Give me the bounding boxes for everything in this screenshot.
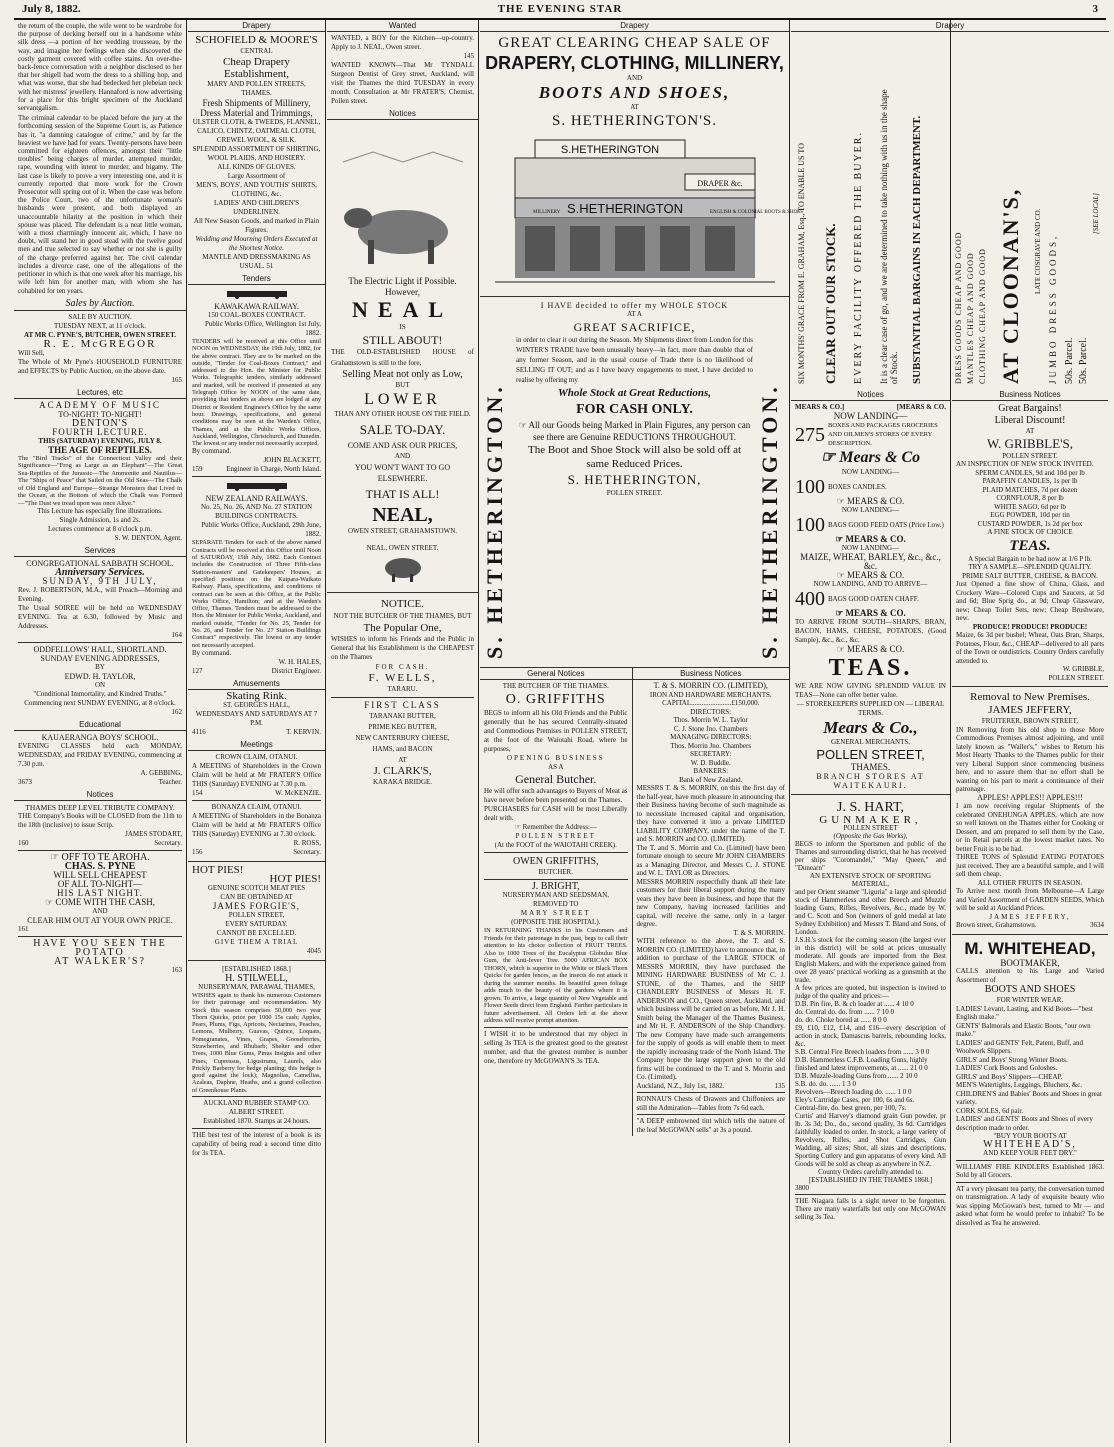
wanted-ads: WANTED, a BOY for the Kitchen—up-country. Apply to J. NEAL, Owen street. 145 WANTED KNOWN—That Mr TYNDALL Surgeon Dentist of Grey street, Auckland, will visit the Thames the third TUESDAY in every month. Consultation at Mr FRATER'S, Chemist, Pollen street. — [331, 34, 474, 105]
news-story: the return of the couple, the wife went to be wardrobe for the purpose of decking herself out in a handsome white silk dress —a portion of her wedding trousseau, by the way, and imagine her feelings when she discovered the costly garment covered with coffee stains. An over-the-back-fence conversation with a neighbor disclosed to her that her shigell had worn the dress to a shilling hop, and what was worse, that she had bedecked her plebeian neck with her mistress' jewellery. Hannaford is now advertising for a place for this bright specimen of the Auckland servantgalism. — [18, 22, 182, 113]
shop-sign-main: S.HETHERINGTON — [566, 201, 683, 216]
shop-sign-top: S.HETHERINGTON — [560, 144, 659, 156]
shopfront-illustration — [495, 134, 803, 294]
vertical-name-left: S. HETHERINGTON. — [482, 383, 507, 659]
engine-logo-icon — [207, 287, 307, 299]
hart-gunmaker-ad: J. S. HART, GUNMAKER, POLLEN STREET (Opposite the Gas Works), BEGS to inform the Sportsmen and public of the Thames and surrounding district, that he has received per ships "Coromandel," "May Queen," and "Dunearn" AN EXTENSIVE STOCK OF SPORTING MATERIAL, and per Orient steamer "Liguria" a large and splendid stock of Hammerless and other Breech and Muzzle loading Guns, Rifles, Revolvers, &c., made by W. and C. Scott and Son (winners of gold medal at late Sydney Exhibition) and Messrs T. Bland and Sons, of London. J.S.H.'s stock for the coming season (the largest ever in this district) will be sold at prices unusually moderate. All goods are imported from the Best English Makers, and with the experience gained from over 28 years' practical working as a gunsmith at the trade. A few prices are quoted, but inspection is invited to judge of the quality and prices:— D.B. Pin fire, B. & ch loader at ...... 4 10 0 do. Central do. do. from ...... 7 10 0 do. do. Choke bored at ...... 8 0 0 £9, £10, £12, £14, and £16—every description of action in stock, Damascus barrels, rebounding locks, &c. S.B. Central Fire Breech loaders from ...... 3 0 0 D.B. Hammerless C.F.B. Loading Guns, highly finished and latest improvements, at ...... 21 0 0 D.B. Muzzle-loading Guns from ...... 2 10 0 S.B. do. do. ...... 1 3 0 Revolvers—Breech loading do. ...... 1 0 0 Eley's Cartridge Cases, per 100, 6s and 6s. Central-fire, do. best green, per 100, 7s. Curtis' and Harvey's diamond grain Gun powder, pr lb. 3s 3d; Do., do., second quality, 3s 6d. Cartridges faithfully loaded to order. In stock, a large variety of Revolvers, Rifles, and Shot Cartridges, Gun Wadding, all sizes; Shot, all sizes and descriptions, Sporting Cutlery and gun apparatus of every kind. All Goods will be sold as cheap as anywhere in N.Z. Country Orders carefully attended to. [ESTABLISHED IN THE THAMES 1868.] 3800 THE Niagara falls is a sight never to be forgotten. There are many waterfalls but only one McGOWAN selling 3s Tea. — [795, 800, 946, 1221]
section-notices: Notices — [14, 789, 186, 801]
cloonan-ad: SIX MONTHS' GRACE FROM E. GRAHAM, Esq., TO ENABLE US TO CLEAR OUT OUR STOCK. EVERY FACILITY OFFERED THE BUYER. It is a clear case of go, and we are determined to take nothing with us in the shape of Stock. SUBSTANTIAL BARGAINS IN EACH DEPARTMENT. — [797, 89, 923, 384]
section-drapery: Drapery — [188, 20, 325, 32]
criminal-calendar-story: The criminal calendar to be placed before the jury at the forthcoming session of the Supreme Court is, as Patience has it, "a damning catalogue of crime," and by far the heaviest we have had for years. Twenty-persons have been committed for eighteen offences, amongst their "little troubles" being charges of murder, attempted murder, rape, wounding with intent to murder, and bigamy. The last case is likely to prove a very interesting one, and it is currently reported that more work for the Crown Prosecutor will spring out of it. When the case was before the Police Court, two of the unfortunate woman's husbands were present, and both displayed an unaccountable hilarity at the position in which their spouse was placed. The defendant is a neat little woman, with a most charmingly innocent air, which, I have no doubt, will stand her in good stead with the twelve good men and true selected to say whether or not she is guilty of the charge preferred against her. The civil calendar includes a divorce case, one of the allegations of the petitioner in which is that one week after his marriage, his wife left him for another man, with whom she has cohabited for ten years. — [18, 114, 183, 295]
column-4 — [480, 20, 803, 1443]
pointing-hand-icon: ☞ COME WITH THE CASH, — [45, 897, 155, 908]
pointing-hand-icon: ☞ MEARS & CO. — [836, 496, 905, 506]
page-header — [14, 2, 1106, 20]
section-general-notices: General Notices — [480, 668, 632, 680]
cattle-illustration — [333, 122, 473, 272]
column-6 — [952, 389, 1108, 1443]
column-5 — [791, 20, 965, 1443]
section-services: Services — [14, 545, 186, 557]
column-3 — [327, 20, 478, 1443]
drapery-head-wide — [791, 20, 1109, 34]
section-amusements: Amusements — [188, 678, 325, 690]
column-1 — [14, 20, 186, 1443]
pointing-hand-icon: ☞ MEARS & CO. — [836, 644, 905, 654]
great-sacrifice-ad: S. HETHERINGTON. S. HETHERINGTON. I HAVE decided to offer my WHOLE STOCK AT A GREAT SACRIFICE, in order to clear it out during the Season. My Shipments direct from London for this WINTER'S TRADE have been unusually heavy—in fact, more than double that of any former Season, and in the usual course of Trade there is no likelihood of SELLING IT OUT; and as I have heavy engagements to meet, I have decided to realise by offering my Whole Stock at Great Reductions, FOR CASH ONLY. ☞ All our Goods being Marked in Plain Figures, any person can see there are Genuine REDUCTIONS THROUGHOUT. The Boot and Shoe Stock will also be sold off at same Reduced Prices. S. HETHERINGTON, POLLEN STREET. — [482, 301, 782, 659]
masthead: THE EVENING STAR — [497, 3, 623, 15]
section-business-notices: Business Notices — [633, 668, 789, 680]
stilwell-nursery-ad: [ESTABLISHED 1868.] H. STILWELL, NURSERYMAN, PARAWAI, THAMES, WISHES again to thank his numerous Customers for their patronage and recommendation. My Stock this season comprises 50,000 two year Thorn Quicks, price per 1000 15s cash; Apples, Pears, Plums, Figs, Apricots, Nectarines, Peaches, Lemons, Mulberry, Guavas, Quince, Loquats, Pomegranates, Vines, Grapes, Gooseberries, Strawberries, and Rhubarb; Shelter and other Trees, 1000 Blue Gums, Pinus Insignis and other Pines, Cupressus, Ligustrums, Laurels, also Prickly Barberry for hedge planting; this hedge is good against the lock); Magnolias, Camellias, Azaleas, Daphne, Heaths, and a grand collection of Greenhouse Plants. AUCKLAND RUBBER STAMP CO. ALBERT STREET. Established 1870. Stamps at 24 hours. THE best test of the interest of a book is its capability of being read a second time ditto for 3s TEA. — [192, 964, 321, 1158]
engine-logo-icon — [207, 479, 307, 491]
section-educational: Educational — [14, 719, 186, 731]
mears-ad: MEARS & CO.] [MEARS & CO. NOW LANDING— 275 BOXES AND PACKAGES GROCERIES AND OILMEN'S STORES OF EVERY DESCRIPTION. ☞ Mears & Co NOW LANDING— 100 BOXES CANDLES. ☞ MEARS & CO. NOW LANDING— 100 BAGS GOOD FEED OATS (Price Low.) ☞ MEARS & CO. NOW LANDING— MAIZE, WHEAT, BARLEY, &c., &c., &c. ☞ MEARS & CO. NOW LANDING, AND TO ARRIVE— 400 BAGS GOOD OATEN CHAFF. ☞ MEARS & CO. TO ARRIVE FROM SOUTH—SHARPS, BRAN, BACON, HAMS, CHEESE, POTATOES, (Good Sample), &c., &c., &c. ☞ MEARS & CO. TEAS. WE ARE NOW GIVING SPLENDID VALUE IN TEAS—None can offer better value. — STOREKEEPERS SUPPLIED ON — LIBERAL TERMS. Mears & Co., GENERAL MERCHANTS, POLLEN STREET, THAMES. BRANCH STORES AT WAITEKAURI. — [795, 403, 946, 790]
gribble-ad: Great Bargains! Liberal Discount! AT W. GRIBBLE'S, POLLEN STREET. AN INSPECTION OF NEW STOCK INVITED. SPERM CANDLES, 9d and 10d per lb PARAFFIN CANDLES, 1s per lb PLAID MATCHES, 7d per dozen CORNFLOUR, 8 per lb WHITE SAGO, 6d per lb EGG POWDER, 10d per tin CUSTARD POWDER, 1s 2d per box A FINE STOCK OF CHOICE TEAS. A Special Bargain to be had now at 1/6 P lb. TRY A SAMPLE—SPLENDID QUALITY. PRIME SALT BUTTER, CHEESE, & BACON. Just Opened a fine show of China, Glass, and Crockery Ware—Colored Cups and Saucers, at 5d and 6d; Blue Sprig do., at 9d; Cheap Glassware, new; Cheap Toilet Sets, new; Cheap Brushware, new. PRODUCE! PRODUCE! PRODUCE! Maize, 6s 3d per bushel; Wheat, Oats Bran, Sharps, Potatoes, Flour, &c., CHEAP—delivered to all parts of the Town or outdistricts. Country Orders carefully attended to. W. GRIBBLE, POLLEN STREET. — [956, 403, 1104, 682]
section-meetings: Meetings — [188, 739, 325, 751]
pointing-hand-icon: ☞ All our Goods being Marked in Plain Figures, any person can see there are Genuine REDUCTIONS THROUGHOUT. — [518, 420, 751, 442]
pointing-hand-icon: ☞ Remember the Address:— — [514, 823, 597, 831]
wells-butcher-ad: NOTICE. NOT THE BUTCHER OF THE THAMES, BUT The Popular One, WISHES to inform his Friends and the Public in General that his Establishment is the CHEAPEST on the Thames FOR CASH. F. WELLS, TARARU. FIRST CLASS TARANAKI BUTTER, PRIME KEG BUTTER, NEW CANTERBURY CHEESE, HAMS, and BACON AT J. CLARK'S, KARAKA BRIDGE. — [331, 598, 474, 786]
shop-sign-millinery: MILLINERY — [532, 210, 560, 215]
column-rule — [478, 20, 479, 1443]
notices-row — [480, 667, 789, 1136]
page-number: 3 — [1092, 3, 1098, 15]
column-rule — [186, 20, 187, 1443]
auction-ad: SALE BY AUCTION. TUESDAY NEXT, at 11 o'clock. AT MR C. PYNE'S, BUTCHER, OWEN STREET. R. E. McGREGOR Will Sell, The Whole of Mr Pyne's HOUSEHOLD FURNITURE and EFFECTS by Public Auction, on the above date. 165 — [18, 312, 182, 384]
hetherington-sale-ad: GREAT CLEARING CHEAP SALE OF DRAPERY, CLOTHING, MILLINERY, AND BOOTS AND SHOES, AT S. HETHERINGTON'S. — [485, 35, 784, 129]
jeffery-fruiterer-ad: Removal to New Premises. JAMES JEFFERY, FRUITERER, BROWN STREET, IN Removing from his old shop to those More Commodious Premises almost adjoining, and until lately known as "Waller's," wishes to Return his Most Hearty Thanks to the Thames public for their very Liberal Support since commencing business here, and to assure them that no effort shall be wanting on his part to merit a continuance of their patronage. APPLES! APPLES!! APPLES!!! I am now receiving regular Shipments of the celebrated ONEHUNGA APPLES, which are now so well known on the Thames either for Cooking or Dessert, and am prepared to sell them by the Case, or in Retail parcels at the lowest market rates. No better Fruit is to be had. THREE TONS of Splendid EATING POTATOES just received. They are a beautiful sample, and I will sell them cheap. ALL OTHER FRUITS IN SEASON. To Arrive next month from Melbourne—A Large and Varied Assortment of GARDEN SEEDS, Which will be sold at Auckland Prices. JAMES JEFFERY, Brown street, Grahamstown. 3634 — [956, 691, 1104, 929]
section-wanted: Wanted — [327, 20, 478, 32]
issue-date: July 8, 1882. — [22, 3, 81, 15]
school-ad: KAUAERANGA BOYS' SCHOOL. EVENING CLASSES held each MONDAY, WEDNESDAY, and FRIDAY EVENING, commencing at 7.30 p.m. A. GEBBING, 3673 Teacher. — [18, 733, 182, 787]
meetings-ads: CROWN CLAIM, OTANUI. A MEETING of Shareholders in the Crown Claim will be held at Mr FRATER'S Office THIS (Saturday) EVENING at 7.30 p.m. 154 W. McKENZIE. BONANZA CLAIM, OTANUI. A MEETING of Shareholders in the Bonanza Claim will be held at Mr FRATER'S Office THIS (Saturday) EVENING at 7.30 o'clock. R. ROSS, 156 Secretary. — [192, 752, 321, 856]
general-notices: General Notices THE BUTCHER OF THE THAMES. O. GRIFFITHS BEGS to inform all his Old Friends and the Public generally that he has secured Centrally-situated and Commodious Premises in POLLEN STREET, at the foot of the Waiotahi Road, where he purposes, OPENING BUSINESS AS A General Butcher. He will offer such advantages to Buyers of Meat as have never before been presented on the Thames. PURCHASERS for CASH will be most Liberally dealt with. ☞ Remember the Address:— POLLEN STREET (At the FOOT of the WAIOTAHI CREEK). OWEN GRIFFITHS, BUTCHER. J. BRIGHT, NURSERYMAN AND SEEDSMAN, REMOVED TO MARY STREET (OPPOSITE THE HOSPITAL). IN RETURNING THANKS to his Customers and Friends for their patronage in the past, begs to call their attention to his choice collection of FRUIT TREES. Also to 1000 Trees of the Eucalyptus Globulus Blue Gum, the Anti-fever Tree. 5000 AFRICAN BOX THORN, which is superior to the White or Black Thorn Quicks for garden fences, as the insects do not attack it during the summer months. Its beautiful green foliage adds much to the beauty of the gardens where it is grown. To arrive, a large quantity of New Vegetable and Flower Seeds direct from England. Further particulars in future advertisement. All Orders left at the above address will receive prompt attention. I WISH it to be understood that my object in selling 3s TEA is the greatest good to the greatest number, and that the greatest number is number one, therefore try McGOWAN'S 3s TEA. — [480, 668, 633, 1136]
tenders-ads: KAWAKAWA RAILWAY. 150 COAL-BOXES CONTRACT. Public Works Office, Wellington 1st July, 1882. TENDERS will be received at this Office until NOON on WEDNESDAY, the 19th July, 1882, for the above contract. They are to be marked on the outside, "Tender for Coal-Boxes Contract," and addressed to the Hon. the Minister for Public Works. Telegraphic tenders, similarly addressed and marked, will be received if presented at any Telegraph Office by NOON of the same date, providing that tenders as above are lodged at any District or Resident Engineer's Office by the same hour. Drawings, specifications, and general conditions may be seen at the Warden's Office, Thames, and at the Public Works Offices, Auckland, Wellington, Christchurch, and Dunedin. The lowest or any tender not necessarily accepted. By command. JOHN BLACKETT, 159 Engineer in Charge, North Island. NEW ZEALAND RAILWAYS. No. 25, No. 26, AND No. 27 STATION BUILDINGS CONTRACTS. Public Works Office, Auckland, 29th June, 1882. SEPARATE Tenders for each of the above named Contracts will be received at this Office until Noon of SATURDAY, 15th July, 1882. Each Contract includes the Construction of Three Fifth-class Station-masters' and Gatekeepers' Houses, at specified positions on the Kaipara-Waikato Railway. Plans, specifications, and conditions of contract can be seen at this Office, at the Public Works Office, Hamilton; and at the Warden's Office, Thames. Tenders must be addressed to the Hon. the Minister for Public Works, Auckland, and marked outside, "Tender for No. 25, Tender for No. 26, and Tender for No. 27 Station Buildings Contract" respectively. The lowest or any tender not necessarily accepted. By command. W. H. HALES, 127 District Engineer. — [188, 285, 325, 678]
section-drapery: Drapery — [480, 20, 789, 32]
cloonan-ad-right: DRESS GOODS CHEAP AND GOOD MANTLES CHEAP AND GOOD CLOTHING CHEAP AND GOOD AT CLOONAN'S, LATE COSGRAVE AND CO. JUMBO DRESS GOODS, 50s. Parcel. 50s. Parcel. [SEE LOCAL] — [954, 187, 1100, 384]
sheep-illustration — [378, 554, 428, 584]
column-rule — [950, 20, 951, 1443]
shop-sign-draper: DRAPER &c. — [696, 179, 743, 188]
shop-sign-boots: ENGLISH & COLONIAL BOOTS & SHOES — [709, 210, 803, 215]
neal-butcher-ad: The Electric Light if Possible. However, NEAL IS STILL ABOUT! THE OLD-ESTABLISHED HOUSE of Grahamstown is still to the fore, Selling Meat not only as Low, BUT LOWER THAN ANY OTHER HOUSE ON THE FIELD. SALE TO-DAY. COME AND ASK OUR PRICES, AND YOU WON'T WANT TO GO ELSEWHERE. THAT IS ALL! NEAL, OWEN STREET, GRAHAMSTOWN. NEAL, OWEN STREET. — [327, 120, 478, 590]
pointing-hand-icon: ☞ OFF TO TE AROHA. — [50, 852, 150, 864]
column-rule — [325, 20, 326, 1443]
section-tenders: Tenders — [188, 273, 325, 285]
schofield-moore-ad: SCHOFIELD & MOORE'S CENTRAL Cheap Drapery Establishment, MARY AND POLLEN STREETS, THAMES. Fresh Shipments of Millinery, Dress Material and Trimmings, ULSTER CLOTH, & TWEEDS, FLANNEL, CALICO, CHINTZ, OATMEAL CLOTH, CREWEL WOOL, & SILK. SPLENDID ASSORTMENT OF SHIRTING, WOOL PLAIDS, AND HOSIERY. ALL KINDS OF GLOVES. Large Assortment of MEN'S, BOYS', AND YOUTHS' SHIRTS, CLOTHING, &c. LADIES' AND CHILDREN'S UNDERLINEN. All New Season Goods, and marked in Plain Figures. Wedding and Mourning Orders Executed at the Shortest Notice. MANTLE AND DRESSMAKING AS USUAL. 51 — [192, 34, 321, 270]
notices-ads: THAMES DEEP LEVEL TRIBUTE COMPANY. THE Company's Books will be CLOSED from the 11th to the 18th (inclusive) to issue Scrip. JAMES STODART, 160 Secretary. ☞ OFF TO TE AROHA. CHAS. S. PYNE WILL SELL CHEAPEST OF ALL TO-NIGHT— HIS LAST NIGHT. ☞ COME WITH THE CASH, AND CLEAR HIM OUT AT YOUR OWN PRICE. 161 HAVE YOU SEEN THE POTATO AT WALKER'S? 163 — [18, 803, 182, 975]
pointing-hand-icon: ☞ MEARS & CO. — [835, 534, 906, 544]
business-notices: Business Notices T. & S. MORRIN CO. (LIMITED), IRON AND HARDWARE MERCHANTS. CAPITAL.......................£150,000. DIRECTORS: Thos. Morrin W. L. Taylor C. J. Stone Jno. Chambers MANAGING DIRECTORS: Thos. Morrin Jno. Chambers SECRETARY: W. D. Buddle. BANKERS: Bank of New Zealand. MESSRS T. & S. MORRIN, on this the first day of the half-year, have much pleasure in announcing that their Business having become of such magnitude as to necessitate increased capital and organisation, they have converted it into a private LIMITED LIABILITY COMPANY, under the name of the T. and S. MORRIN and CO. (LIMITED). The T. and S. Morrin and Co. (Limited) have been fortunate enough to secure Mr JOHN CHAMBERS as a Managing Director, and Messrs C. J. STONE and W. L. TAYLOR as Directors. MESSRS MORRIN respectfully thank all their late customers for their liberal support during the many years they have been in business, and hope that the new Company, having increased facilities and capital, will receive the same, only in a larger degree. T. & S. MORRIN. WITH reference to the above, the T. and S. MORRIN CO. (LIMITED) have to announce that, in addition to purchase of the LARGE STOCK of MESSRS MORRIN, they have purchased the MINING HARDWARE BUSINESS of Mr C. J. STONE, of the Thames, and the SHIP CHANDLERY BUSINESS of Messrs H. F. ANDERSON and CO., Queen street, Auckland, and which business will be carried on as before, Mr J. H. Smith being the Manager of the Thames Business, and Mr H. F. ANDERSON of the Ship Chandlery. The new Company have made such arrangements for the supply of goods as will enable them to meet the rapidly increasing trade of the North Island. The Company hope the large support given to the old firms will be continued to the T. and S. Morrin and Co. (Limited). Auckland, N.Z., July 1st, 1882. 135 RONNAU'S Chests of Drawers and Chiffoniers are still the Admiration—Tables from 7s 6d each. "A DEEP embrowned tint which tells the nature of the leaf McGOWAN sells" at 3s a pound. — [633, 668, 789, 1136]
mears-logo: ☞ Mears & Co — [820, 449, 921, 466]
column-rule — [789, 20, 790, 1443]
section-lectures: Lectures, etc — [14, 387, 186, 399]
section-notices: Notices — [327, 108, 478, 120]
section-business-notices: Business Notices — [952, 389, 1108, 401]
hot-pies-ad: HOT PIES! HOT PIES! GENUINE SCOTCH MEAT PIES CAN BE OBTAINED AT JAMES FORGIE'S, POLLEN STREET, EVERY SATURDAY. CANNOT BE EXCELLED. GIVE THEM A TRIAL 4045 — [192, 863, 321, 955]
whitehead-boots-ad: M. WHITEHEAD, BOOTMAKER, CALLS attention to his Large and Varied Assortment of BOOTS AND SHOES FOR WINTER WEAR. LADIES' Levant, Lasting, and Kid Boots—"best English make." GENTS' Balmorals and Elastic Boots, "our own make." LADIES' and GENTS' Felt, Patent, Buff, and Woolwork Slippers. GIRLS' and Boys' Strong Winter Boots. LADIES' Cork Boots and Goloshes. GIRLS' and Boys' Slippers—CHEAP. MEN'S Watertights, Leggings, Bluchers, &c. CHILDREN'S and Babies' Boots and Shoes in great variety. CORK SOLES, 6d pair. LADIES' and GENTS' Boots and Shoes of every description made to order. "BUY YOUR BOOTS AT WHITEHEAD'S, AND KEEP YOUR FEET DRY." WILLIAMS' FIRE KINDLERS Established 1863. Sold by all Grocers. AT a very pleasant tea party, the conversation turned on transmigration. A lady of exquisite beauty who was sipping McGowan's best, turned to Mr — and asked what form he would prefer to inhabit? To be dissolved as Tea he answered. — [956, 938, 1104, 1227]
section-sales-by-auction: Sales by Auction. — [14, 297, 186, 311]
services-ad: CONGREGATIONAL SABBATH SCHOOL. Anniversary Services. SUNDAY, 9TH JULY, Rev. J. ROBERTSON, M.A., will Preach—Morning and Evening. The Usual SOIREE will be held on WEDNESDAY EVENING. Tea at 6.30, followed by Music and Addresses. 164 ODDFELLOWS' HALL, SHORTLAND. SUNDAY EVENING ADDRESSES, BY EDWD. H. TAYLOR, ON "Conditional Immortality, and Kindred Truths." Commencing next SUNDAY EVENING, at 8 o'clock. 162 — [18, 559, 182, 717]
vertical-name-right: S. HETHERINGTON. — [757, 383, 782, 659]
lecture-ad: ACADEMY OF MUSIC TO-NIGHT! TO-NIGHT! DENTON'S FOURTH LECTURE. THIS (SATURDAY) EVENING, JULY 8. THE AGE OF REPTILES. The "Bird Tracks" of the Connecticut Valley and their Significance—"Frog as Large as an Elephant"—The Great Sea-Reptiles of the Jurassic—The Ammonite and Nautilus—The "Ships of Peace" that Sailed on the Old Seas—The Chalk of Old England and Europe—Strange Monsters that Lived in the Ocean, at the Bottom of which the Chalk was Formed—"The Dust we tread upon was once Alive." This Lecture has especially fine illustrations. Single Admission, 1s and 2s. Lectures commence at 8 o'clock p.m. S. W. DENTON, Agent. — [18, 399, 182, 543]
column-2 — [188, 20, 325, 1443]
pointing-hand-icon: ☞ MEARS & CO. — [836, 570, 905, 580]
section-drapery: Drapery — [791, 20, 1109, 32]
skating-ad: Skating Rink. ST. GEORGE'S HALL, WEDNESDAYS AND SATURDAYS AT 7 P.M. 4116 T. KERVIN. — [192, 689, 321, 736]
section-notices: Notices — [791, 389, 950, 401]
pointing-hand-icon: ☞ MEARS & CO. — [835, 608, 906, 618]
